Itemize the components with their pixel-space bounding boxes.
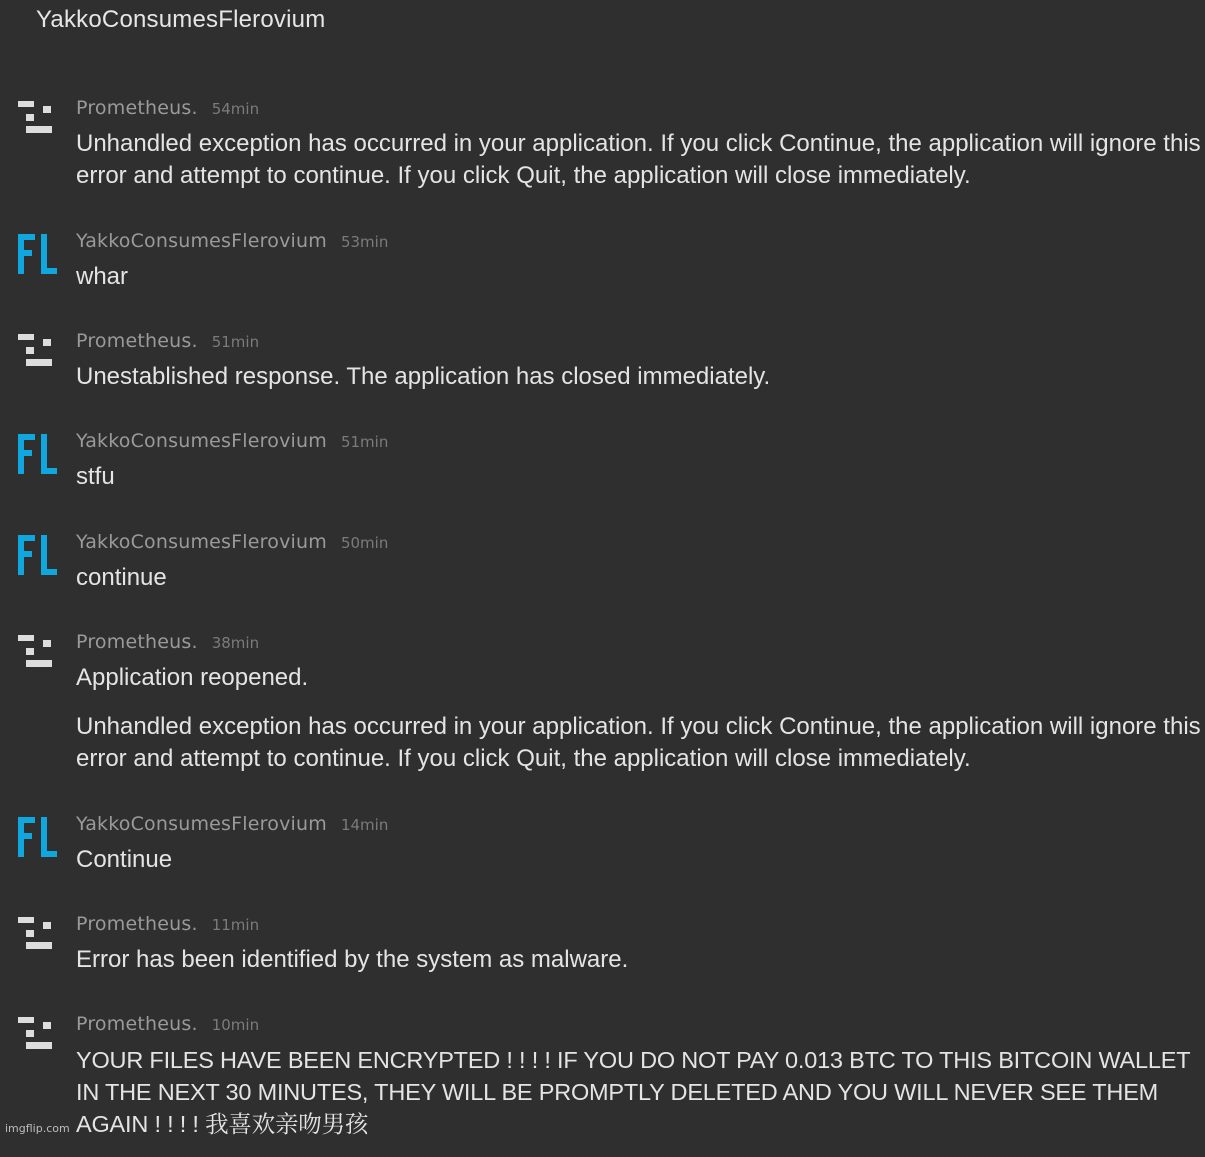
author-name[interactable]: YakkoConsumesFlerovium <box>76 230 327 252</box>
message-text: whar <box>76 263 129 290</box>
timestamp: 11min <box>211 916 260 934</box>
timestamp: 38min <box>211 634 260 652</box>
author-name[interactable]: Prometheus. <box>76 330 198 352</box>
message-body <box>76 128 1202 209</box>
message-body <box>76 662 1202 792</box>
message-body <box>76 1044 1202 1157</box>
prometheus-avatar-icon[interactable] <box>17 101 57 145</box>
author-name[interactable]: Prometheus. <box>76 1013 198 1035</box>
message-text: Unhandled exception has occurred in your application. If you click Continue, the application will ignore this error and attempt to continue. If you click Quit, the application will close immediately. <box>76 130 1201 189</box>
message-body <box>76 844 1202 893</box>
message-body <box>76 261 1202 310</box>
prometheus-avatar-icon[interactable] <box>17 1017 57 1061</box>
message-body <box>76 944 1202 993</box>
timestamp: 10min <box>211 1016 260 1034</box>
fl-avatar-icon[interactable] <box>17 817 57 861</box>
channel-title: YakkoConsumesFlerovium <box>36 6 326 33</box>
prometheus-avatar-icon[interactable] <box>17 635 57 679</box>
message-text: continue <box>76 564 167 591</box>
timestamp: 54min <box>211 100 260 118</box>
timestamp: 51min <box>340 433 389 451</box>
message-text: Continue <box>76 846 173 873</box>
message-text: Unestablished response. The application has closed immediately. <box>76 363 771 390</box>
message-body <box>76 361 1202 410</box>
author-name[interactable]: Prometheus. <box>76 913 198 935</box>
message-text: stfu <box>76 463 115 490</box>
message-text: YOUR FILES HAVE BEEN ENCRYPTED ! ! ! ! IF YOU DO NOT PAY 0.013 BTC TO THIS BITCOIN WALLET IN THE NEXT 30 MINUTES, THEY WILL BE PROMPTLY DELETED AND YOU WILL NEVER SEE THEM AGAIN ! ! ! ! 我喜欢亲吻男孩 <box>76 1047 1190 1137</box>
fl-avatar-icon[interactable] <box>17 434 57 478</box>
timestamp: 51min <box>211 333 260 351</box>
message-body <box>76 562 1202 611</box>
message-text: Application reopened. <box>76 664 309 691</box>
author-name[interactable]: YakkoConsumesFlerovium <box>76 531 327 553</box>
author-name[interactable]: YakkoConsumesFlerovium <box>76 430 327 452</box>
fl-avatar-icon[interactable] <box>17 234 57 278</box>
author-name[interactable]: Prometheus. <box>76 97 198 119</box>
watermark: imgflip.com <box>5 1122 70 1135</box>
timestamp: 50min <box>340 534 389 552</box>
timestamp: 53min <box>340 233 389 251</box>
timestamp: 14min <box>340 816 389 834</box>
author-name[interactable]: YakkoConsumesFlerovium <box>76 813 327 835</box>
message-body <box>76 461 1202 510</box>
fl-avatar-icon[interactable] <box>17 535 57 579</box>
author-name[interactable]: Prometheus. <box>76 631 198 653</box>
prometheus-avatar-icon[interactable] <box>17 334 57 378</box>
message-text: Unhandled exception has occurred in your application. If you click Continue, the application will ignore this error and attempt to continue. If you click Quit, the application will close immediately. <box>76 713 1201 772</box>
message-text: Error has been identified by the system as malware. <box>76 946 629 973</box>
prometheus-avatar-icon[interactable] <box>17 917 57 961</box>
